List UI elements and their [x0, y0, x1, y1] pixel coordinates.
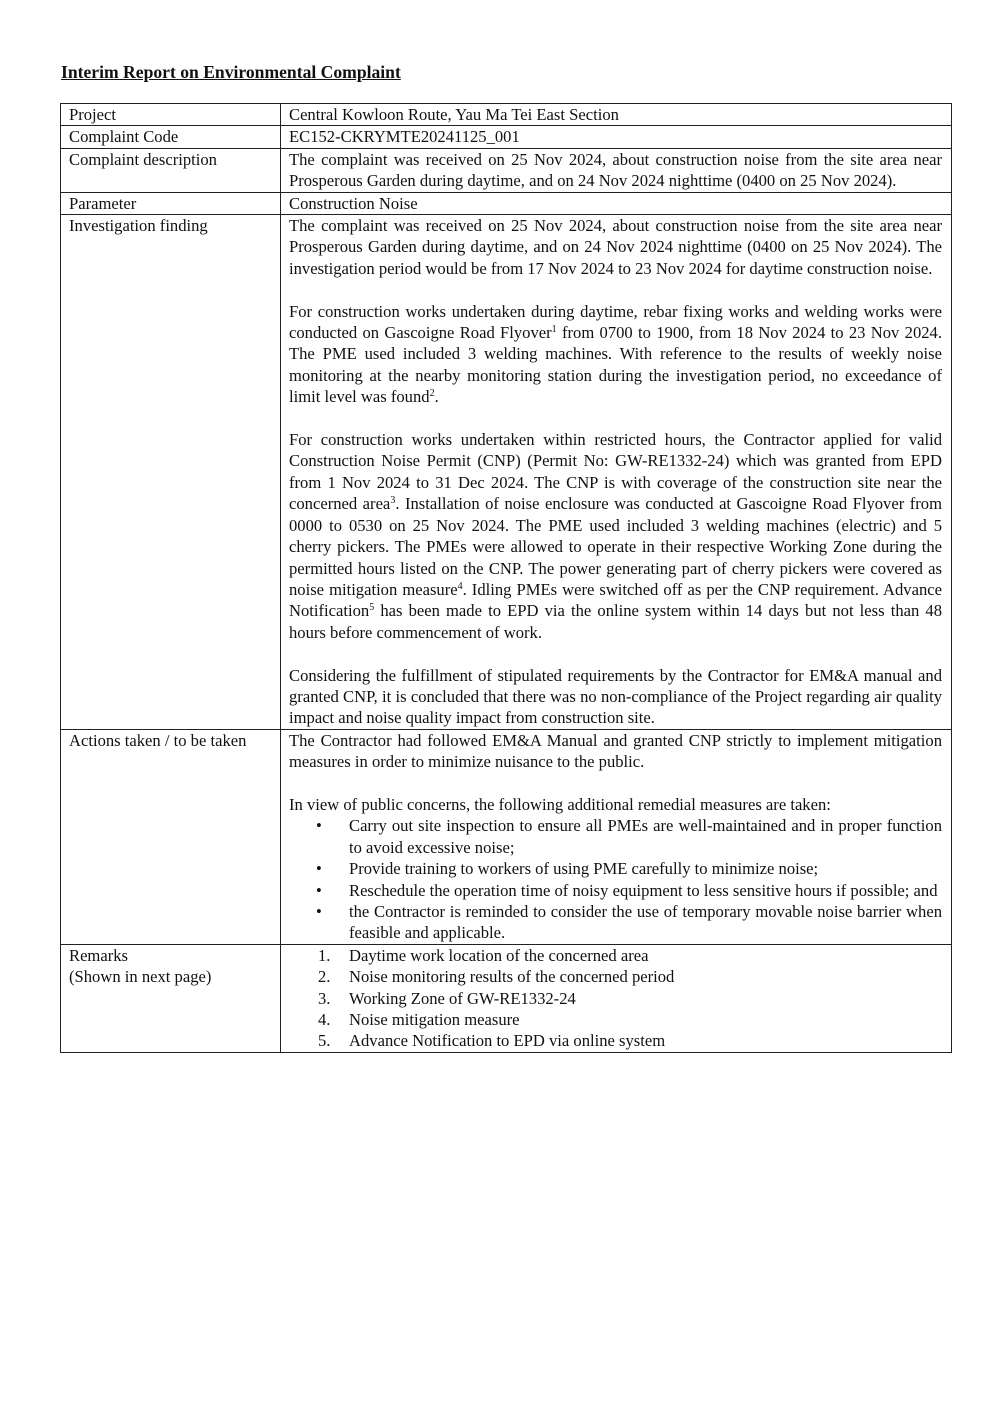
list-item-number: 5.: [318, 1031, 331, 1051]
table-row: [61, 729, 952, 944]
remarks-sublabel: (Shown in next page): [69, 967, 212, 987]
list-item-text: Provide training to workers of using PME carefully to minimize noise;: [349, 859, 819, 879]
remarks-value: [281, 944, 952, 1052]
list-item-text: Advance Notification to EPD via online system: [349, 1031, 666, 1051]
complaint-description-label: Complaint description: [61, 148, 281, 192]
list-item: [318, 1009, 942, 1030]
complaint-code-label: Complaint Code: [61, 126, 281, 148]
footnote-ref: 1: [551, 324, 557, 336]
report-title: Interim Report on Environmental Complaint: [61, 62, 401, 82]
bullet-icon: •: [316, 859, 322, 879]
actions-paragraph-2: In view of public concerns, the following additional remedial measures are taken:: [289, 794, 831, 814]
list-item: [318, 945, 942, 966]
bullet-icon: •: [316, 880, 322, 900]
parameter-label: Parameter: [61, 192, 281, 214]
list-item-text: Working Zone of GW-RE1332-24: [349, 988, 576, 1008]
list-item: [316, 858, 942, 879]
text-segment: For construction works undertaken within restricted hours, the Contractor applied for valid Construction Noise Permit (CNP) (Permit No: GW-RE1332-24) which was granted from EPD from 1 Nov 2024 to 31 Dec 2024. The CNP is with coverage of the construction site near the concerned area: [289, 430, 942, 514]
complaint-table: [60, 103, 952, 1053]
list-item: [318, 988, 942, 1009]
actions-value: [281, 729, 952, 944]
actions-label: Actions taken / to be taken: [61, 729, 281, 944]
list-item-text: Noise monitoring results of the concerned period: [349, 967, 675, 987]
remarks-list: [289, 945, 942, 1052]
table-row: [61, 192, 952, 214]
investigation-paragraph-1: The complaint was received on 25 Nov 2024, about construction noise from the site area near Prosperous Garden during daytime, and on 24 Nov 2024 nighttime (0400 on 25 Nov 2024). The investigation period would be from 17 Nov 2024 to 23 Nov 2024 for daytime construction noise.: [289, 216, 942, 278]
project-label: Project: [61, 104, 281, 126]
parameter-value: Construction Noise: [281, 192, 952, 214]
list-item: [318, 966, 942, 987]
investigation-value: [281, 215, 952, 730]
list-item-text: Daytime work location of the concerned area: [349, 945, 649, 965]
remedial-measures-list: [289, 815, 942, 943]
list-item: [316, 901, 942, 944]
remarks-label-cell: [61, 944, 281, 1052]
table-row: [61, 148, 952, 192]
complaint-code-value: EC152-CKRYMTE20241125_001: [281, 126, 952, 148]
list-item: [318, 1030, 942, 1051]
list-item-text: Reschedule the operation time of noisy equipment to less sensitive hours if possible; and: [349, 880, 938, 900]
table-row: [61, 215, 952, 730]
project-value: Central Kowloon Route, Yau Ma Tei East Section: [281, 104, 952, 126]
list-item-text: Noise mitigation measure: [349, 1010, 520, 1029]
footnote-ref: 3: [390, 495, 396, 507]
text-segment: from 0700 to 1900, from 18 Nov 2024 to 23 Nov 2024. The PME used included 3 welding machines. With reference to the results of weekly noise monitoring at the nearby monitoring station during the investigation period, no exceedance of limit level was found: [289, 323, 942, 407]
investigation-paragraph-2: [289, 301, 942, 408]
footnote-ref: 2: [429, 388, 435, 400]
bullet-icon: •: [316, 901, 322, 921]
list-item-text: Carry out site inspection to ensure all PMEs are well-maintained and in proper function to avoid excessive noise;: [349, 816, 942, 857]
table-row: [61, 944, 952, 1052]
list-item-text: the Contractor is reminded to consider the use of temporary movable noise barrier when feasible and applicable.: [349, 901, 942, 943]
investigation-paragraph-3: [289, 429, 942, 643]
investigation-paragraph-4: Considering the fulfillment of stipulated requirements by the Contractor for EM&A manual and granted CNP, it is concluded that there was no non-compliance of the Project regarding air quality impact and noise quality impact from construction site.: [289, 665, 942, 728]
text-segment: For construction works undertaken during daytime, rebar fixing works and welding works were conducted on Gascoigne Road Flyover: [289, 301, 942, 343]
complaint-description-value: The complaint was received on 25 Nov 2024, about construction noise from the site area near Prosperous Garden during daytime, and on 24 Nov 2024 nighttime (0400 on 25 Nov 2024).: [281, 148, 952, 192]
list-item: [316, 880, 942, 901]
text-segment: has been made to EPD via the online system within 14 days but not less than 48 hours before commencement of work.: [289, 601, 942, 642]
remarks-label: Remarks: [69, 945, 128, 965]
investigation-label: Investigation finding: [61, 215, 281, 730]
footnote-ref: 4: [457, 580, 463, 592]
text-segment: .: [434, 387, 439, 407]
list-item: [316, 815, 942, 858]
table-row: [61, 104, 952, 126]
text-segment: . Installation of noise enclosure was conducted at Gascoigne Road Flyover from 0000 to 0530 on 25 Nov 2024. The PME used included 3 welding machines (electric) and 5 cherry pickers. The PMEs were allowed to operate in their respective Working Zone during the permitted hours listed on the CNP. The power generating part of cherry pickers were covered as noise mitigation measure: [289, 494, 943, 599]
list-item-number: 1.: [318, 945, 331, 965]
list-item-number: 2.: [318, 967, 331, 987]
actions-paragraph-1: The Contractor had followed EM&A Manual and granted CNP strictly to implement mitigation measures in order to minimize nuisance to the public.: [289, 730, 942, 772]
table-row: [61, 126, 952, 148]
bullet-icon: •: [316, 816, 322, 836]
footnote-ref: 5: [369, 602, 375, 614]
text-segment: . Idling PMEs were switched off as per the CNP requirement. Advance Notification: [289, 579, 942, 621]
list-item-number: 4.: [318, 1010, 331, 1029]
list-item-number: 3.: [318, 988, 331, 1008]
